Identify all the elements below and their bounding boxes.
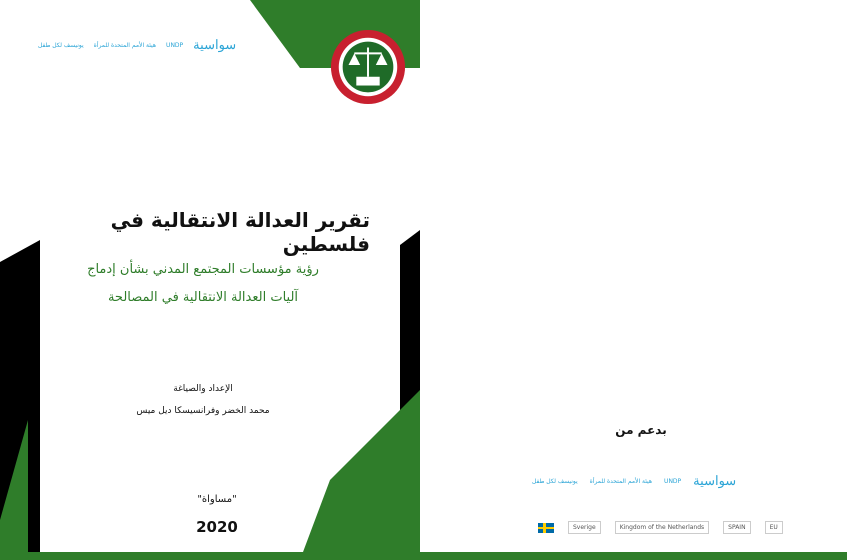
eu-logo: EU: [765, 521, 783, 534]
sawasya-logo: سواسية: [693, 474, 737, 489]
sweden-flag-icon: [538, 523, 554, 533]
unicef-logo: يونيسف لكل طفل: [38, 41, 84, 49]
netherlands-logo: Kingdom of the Netherlands: [615, 521, 709, 534]
spain-logo: SPAIN: [723, 521, 750, 534]
un-women-logo: هيئة الأمم المتحدة للمرأة: [589, 477, 653, 485]
subtitle-line-2: آليات العدالة الانتقالية في المصالحة: [107, 290, 299, 305]
bottom-bar: [0, 552, 420, 560]
authors: محمد الخضر وفرانسيسكا ديل ميس: [136, 406, 270, 416]
publication-year: 2020: [196, 518, 238, 536]
sawasya-logo: سواسية: [193, 38, 237, 53]
sweden-logo: Sverige: [568, 521, 601, 534]
unicef-logo: يونيسف لكل طفل: [532, 477, 578, 485]
undp-logo: UNDP: [664, 477, 682, 485]
organization-name: "مساواة": [197, 494, 237, 505]
subtitle-line-1: رؤية مؤسسات المجتمع المدني بشأن إدماج: [87, 262, 319, 277]
back-cover: [420, 0, 847, 560]
top-logo-strip: [38, 38, 236, 53]
sponsor-logos: [532, 474, 736, 489]
partner-logos: [538, 521, 783, 534]
un-women-logo: هيئة الأمم المتحدة للمرأة: [93, 41, 157, 49]
bottom-bar-back: [420, 552, 847, 560]
front-cover: [0, 0, 420, 560]
supported-by-label: بدعم من: [615, 423, 667, 437]
musawa-seal-logo: [329, 28, 407, 106]
prepared-label: الإعداد والصياغة: [173, 384, 233, 394]
report-title: تقرير العدالة الانتقالية في فلسطين: [110, 208, 370, 256]
undp-logo: UNDP: [166, 41, 184, 49]
